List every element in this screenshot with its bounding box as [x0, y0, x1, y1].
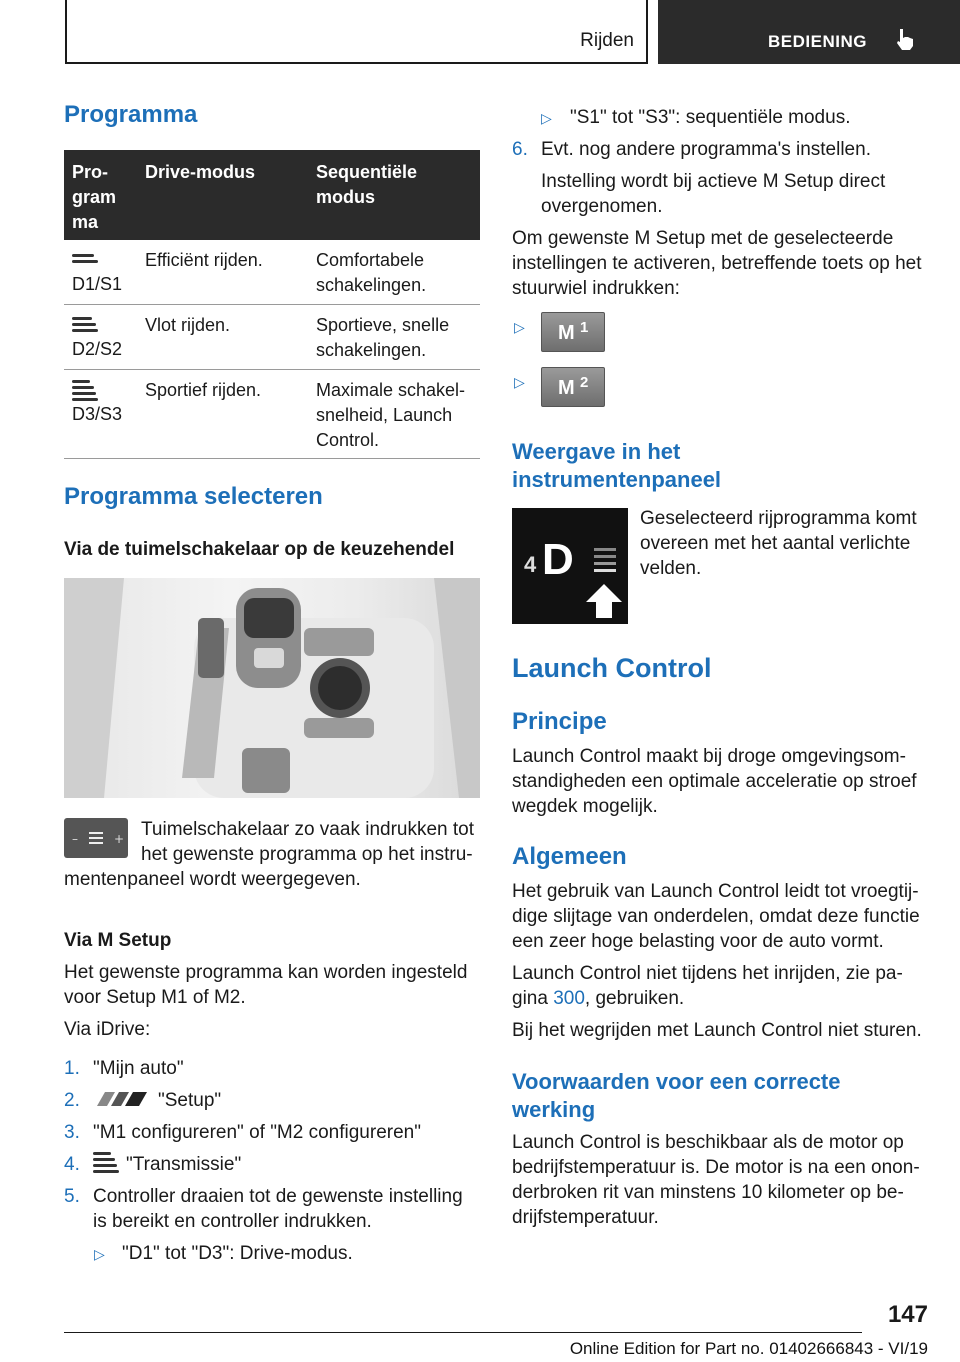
table-header-sequential: Sequentiële modus — [316, 162, 418, 207]
program-2-icon — [72, 317, 98, 335]
table-cell-program: D1/S1 — [72, 274, 123, 294]
principe-text-3: wegdek mogelijk. — [512, 796, 658, 817]
table-row — [64, 370, 480, 459]
pointing-hand-icon — [892, 26, 918, 52]
step-text-cont: is bereikt en controller indrukken. — [93, 1211, 372, 1232]
algemeen-title: Algemeen — [512, 843, 627, 870]
page-number: 147 — [887, 1301, 928, 1328]
svg-text:+: + — [114, 832, 125, 846]
step-text: "Setup" — [158, 1090, 222, 1111]
table-header-program: Pro- gram ma — [72, 162, 117, 232]
table-cell-drive: Vlot rijden. — [145, 315, 231, 335]
via-idrive: Via iDrive: — [64, 1019, 151, 1040]
programma-selecteren-title: Programma selecteren — [64, 483, 323, 510]
voorwaarden-title: Voorwaarden voor een correcte werking — [512, 1069, 841, 1122]
m1-button-icon: M 1 — [541, 312, 605, 352]
tuimel-text-cont: mentenpaneel wordt weergegeven. — [64, 869, 361, 890]
m-setup-text-2: voor Setup M1 of M2. — [64, 987, 246, 1008]
header-section: Rijden — [580, 30, 634, 51]
paragraph: instellingen te activeren, betreffende toets op het — [512, 253, 922, 274]
table-cell-program: D3/S3 — [72, 404, 123, 424]
paragraph: Om gewenste M Setup met de geselecteerde — [512, 228, 894, 249]
substep-text: "D1" tot "D3": Drive-modus. — [122, 1243, 353, 1264]
algemeen-text-2: dige slijtage van onderdelen, omdat deze functie — [512, 906, 920, 927]
principe-text-2: standigheden een optimale acceleratie op stroef — [512, 771, 917, 792]
step-number: 4. — [64, 1154, 80, 1175]
table-header-drive: Drive-modus — [145, 162, 256, 182]
step6-note-1: Instelling wordt bij actieve M Setup direct — [541, 171, 886, 192]
m-setup-text-1: Het gewenste programma kan worden ingesteld — [64, 962, 468, 983]
tuimel-text: Tuimelschakelaar zo vaak indrukken tot het gewenste programma op het instru- — [141, 819, 475, 865]
tuimel-switch-icon — [64, 818, 128, 858]
table-cell-drive: Sportief rijden. — [145, 380, 262, 400]
paragraph: stuurwiel indrukken: — [512, 278, 680, 299]
via-m-setup-heading: Via M Setup — [64, 930, 172, 951]
step-number: 2. — [64, 1090, 80, 1111]
header-chapter-box — [658, 0, 960, 64]
svg-text:–: – — [72, 832, 78, 846]
principe-title: Principe — [512, 708, 607, 735]
bullet-triangle-icon: ▷ — [514, 374, 525, 390]
step-number: 6. — [512, 139, 528, 160]
weergave-text-1: Geselecteerd rijprogramma komt — [640, 508, 917, 529]
weergave-text-3: velden. — [640, 558, 702, 579]
footer-edition: Online Edition for Part no. 01402666843 - VI/19 — [569, 1339, 928, 1358]
voorwaarden-text-2: bedrijfstemperatuur is. De motor is na een onon- — [512, 1157, 920, 1178]
weergave-text-2: overeen met het aantal verlichte — [640, 533, 911, 554]
gear-selector-photo — [64, 578, 480, 798]
step-text: "M1 configureren" of "M2 configureren" — [93, 1122, 421, 1143]
bullet-triangle-icon: ▷ — [514, 319, 525, 335]
header-chapter: BEDIENING — [768, 32, 867, 51]
via-tuimel-heading: Via de tuimelschakelaar op de keuzehendel — [64, 539, 455, 560]
instrument-display-image: 4 D — [512, 508, 628, 624]
voorwaarden-text-1: Launch Control is beschikbaar als de motor op — [512, 1132, 904, 1153]
table-cell-sequential: Comfortabele schakelingen. — [316, 250, 427, 295]
arrow-up-icon — [584, 582, 624, 620]
algemeen-text-1: Het gebruik van Launch Control leidt tot vroegtij- — [512, 881, 919, 902]
table-header — [64, 150, 480, 240]
table-cell-sequential: Sportieve, snelle schakelingen. — [316, 315, 450, 360]
bullet-triangle-icon: ▷ — [94, 1246, 105, 1262]
page-link-300[interactable]: 300 — [553, 988, 585, 1009]
substep-text: "S1" tot "S3": sequentiële modus. — [570, 107, 851, 128]
m-stripes-icon — [93, 1092, 149, 1106]
algemeen-text-6: Bij het wegrijden met Launch Control niet sturen. — [512, 1020, 922, 1041]
footer-divider — [64, 1332, 862, 1333]
weergave-title: Weergave in het instrumentenpaneel — [512, 439, 722, 492]
transmission-icon — [93, 1152, 119, 1176]
program-3-icon — [72, 380, 98, 404]
voorwaarden-text-4: drijfstemperatuur. — [512, 1207, 659, 1228]
m2-button-icon: M 2 — [541, 367, 605, 407]
step-number: 5. — [64, 1186, 80, 1207]
bullet-triangle-icon: ▷ — [541, 110, 552, 126]
algemeen-text-5: gina 300, gebruiken. — [512, 988, 685, 1009]
step-number: 3. — [64, 1122, 80, 1143]
step6-note-2: overgenomen. — [541, 196, 663, 217]
table-row — [64, 305, 480, 370]
program-1-icon — [72, 254, 98, 266]
programma-title: Programma — [64, 101, 198, 128]
step-text: "Mijn auto" — [93, 1058, 184, 1079]
step-number: 1. — [64, 1058, 80, 1079]
principe-text-1: Launch Control maakt bij droge omgevingsom- — [512, 746, 906, 767]
program-table — [64, 150, 480, 459]
table-row — [64, 240, 480, 305]
table-cell-program: D2/S2 — [72, 339, 123, 359]
step-text: Controller draaien tot de gewenste instelling — [93, 1186, 463, 1207]
algemeen-text-4: Launch Control niet tijdens het inrijden, zie pa- — [512, 963, 903, 984]
voorwaarden-text-3: derbroken rit van minstens 10 kilometer op be- — [512, 1182, 904, 1203]
launch-control-title: Launch Control — [512, 653, 712, 683]
step-text: "Transmissie" — [126, 1154, 242, 1175]
header-section-box — [65, 0, 648, 64]
algemeen-text-3: een zeer hoge belasting voor de auto vormt. — [512, 931, 884, 952]
table-cell-sequential: Maximale schakel- snelheid, Launch Control. — [316, 380, 466, 450]
step-text: Evt. nog andere programma's instellen. — [541, 139, 871, 160]
table-cell-drive: Efficiënt rijden. — [145, 250, 263, 270]
